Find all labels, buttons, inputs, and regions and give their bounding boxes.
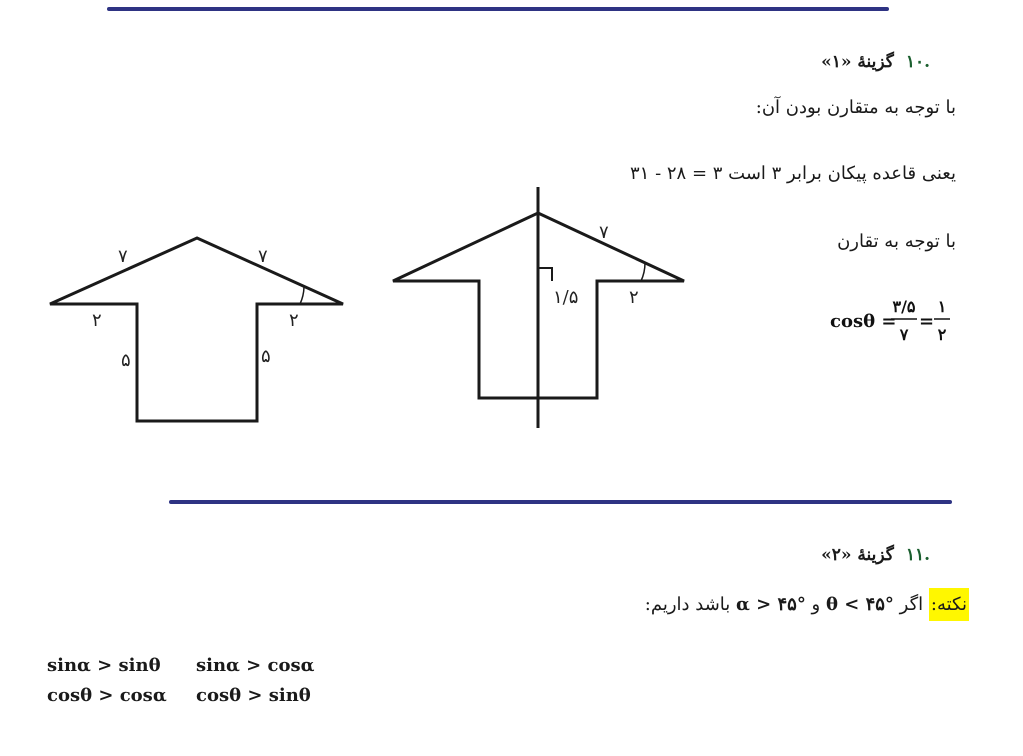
formula-equals: = [919,311,935,332]
inequality-3: cosθ > cosα [47,685,167,706]
q10-line-3: با توجه به تقارن [837,231,956,252]
fig-left-label-side-2: ۷ [258,246,268,267]
fig-right-label-base: ۲ [629,287,639,308]
note-math-theta: θ < ۴۵° [825,594,894,615]
formula-lhs: cosθ = [830,311,897,332]
formula-denominator-2: ۲ [937,325,947,344]
fig-right-label-half-base: ۱/۵ [553,287,579,308]
angle-arc-left [300,287,304,304]
inequality-4: cosθ > sinθ [196,685,311,706]
fig-left-label-height-2: ۵ [261,346,271,367]
note-text-3: باشد داریم: [644,594,737,615]
q11-note [645,594,969,615]
q10-line-1: با توجه به متقارن بودن آن: [755,97,956,118]
note-highlight: نکته: [929,588,969,621]
formula-numerator-1: ۳/۵ [892,297,916,316]
inequality-2: sinα > cosα [196,655,315,676]
q10-option: گزینهٔ «۱» [821,52,894,72]
note-math-alpha: α > ۴۵° [736,594,806,615]
angle-arc-right [641,263,645,281]
formula-numerator-2: ۱ [937,297,947,316]
note-text-2: و [805,594,826,615]
fig-left-label-base-2: ۲ [289,310,299,331]
fig-left-label-height-1: ۵ [121,350,131,371]
fig-left-label-side-1: ۷ [118,246,128,267]
fig-right-label-side: ۷ [599,222,609,243]
q10-line-2: یعنی قاعده پیکان برابر ۳ است ۳ = ۲۸ - ۳۱ [630,163,956,184]
q10-number: .۱۰ [905,52,930,72]
right-angle-mark [538,268,552,281]
q11-option: گزینهٔ «۲» [821,545,894,565]
fig-left-label-base-1: ۲ [92,310,102,331]
q11-header [821,545,930,565]
arrow-figure-right [393,187,684,428]
inequality-1: sinα > sinθ [47,655,161,676]
q11-number: .۱۱ [905,545,930,565]
formula-denominator-1: ۷ [899,325,909,344]
note-text-1: اگر [893,594,929,615]
cos-formula [830,297,950,344]
